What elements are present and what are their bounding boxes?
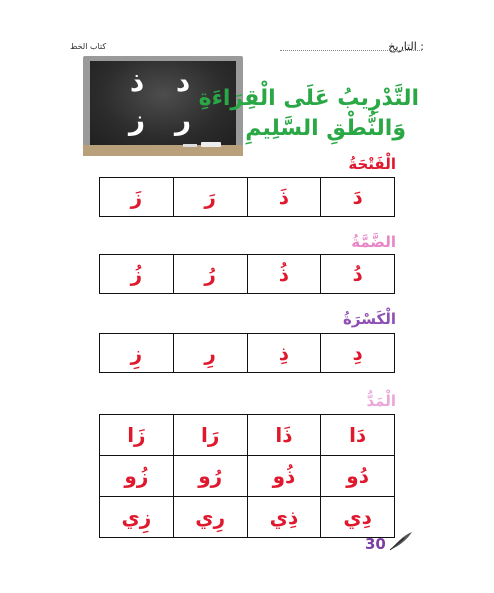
table-cell: زَ bbox=[100, 178, 174, 217]
fatha-table bbox=[99, 177, 395, 217]
table-row bbox=[100, 255, 395, 294]
page-title-line1: التَّدْرِيبُ عَلَى الْقِرَاءَةِ bbox=[198, 86, 419, 111]
board-letter: ز bbox=[128, 103, 146, 136]
table-cell: ذِ bbox=[247, 334, 321, 373]
section-label-kasra: الْكَسْرَةُ bbox=[343, 310, 396, 328]
table-cell: دِي bbox=[321, 497, 395, 538]
table-row bbox=[100, 456, 395, 497]
table-cell: رَ bbox=[173, 178, 247, 217]
board-letter: ر bbox=[174, 103, 192, 136]
table-cell: زَا bbox=[100, 415, 174, 456]
table-cell: رُ bbox=[173, 255, 247, 294]
table-row bbox=[100, 178, 395, 217]
page-title-line2: وَالنُّطْقِ السَّلِيمِ bbox=[245, 116, 406, 141]
table-cell: دَ bbox=[321, 178, 395, 217]
table-cell: زِ bbox=[100, 334, 174, 373]
table-cell: زُ bbox=[100, 255, 174, 294]
table-cell: زُو bbox=[100, 456, 174, 497]
feather-icon bbox=[388, 530, 414, 556]
table-cell: ذَا bbox=[247, 415, 321, 456]
board-letter: د bbox=[175, 65, 191, 98]
table-cell: رِ bbox=[173, 334, 247, 373]
table-row bbox=[100, 415, 395, 456]
date-field-line bbox=[280, 50, 422, 51]
book-name: كتاب الخط bbox=[70, 42, 107, 51]
madd-table bbox=[99, 414, 395, 538]
table-cell: ذُ bbox=[247, 255, 321, 294]
chalk-piece bbox=[201, 142, 221, 147]
kasra-table bbox=[99, 333, 395, 373]
table-cell: ذُو bbox=[247, 456, 321, 497]
table-cell: دُ bbox=[321, 255, 395, 294]
chalk-piece bbox=[183, 144, 197, 147]
table-cell: ذَ bbox=[247, 178, 321, 217]
board-letter: ذ bbox=[129, 65, 145, 98]
page-number: 30 bbox=[365, 535, 386, 553]
table-cell: ذِي bbox=[247, 497, 321, 538]
section-label-madd: الْمَدُّ bbox=[366, 392, 396, 410]
section-label-damma: الضَّمَّةُ bbox=[351, 233, 396, 251]
table-cell: دِ bbox=[321, 334, 395, 373]
table-cell: رِي bbox=[173, 497, 247, 538]
section-label-fatha: الْفَتْحَةُ bbox=[348, 155, 396, 173]
table-row bbox=[100, 334, 395, 373]
table-cell: دَا bbox=[321, 415, 395, 456]
table-cell: رَا bbox=[173, 415, 247, 456]
damma-table bbox=[99, 254, 395, 294]
date-label: التاريخ : bbox=[388, 40, 424, 53]
table-row bbox=[100, 497, 395, 538]
table-cell: دُو bbox=[321, 456, 395, 497]
table-cell: رُو bbox=[173, 456, 247, 497]
table-cell: زِي bbox=[100, 497, 174, 538]
